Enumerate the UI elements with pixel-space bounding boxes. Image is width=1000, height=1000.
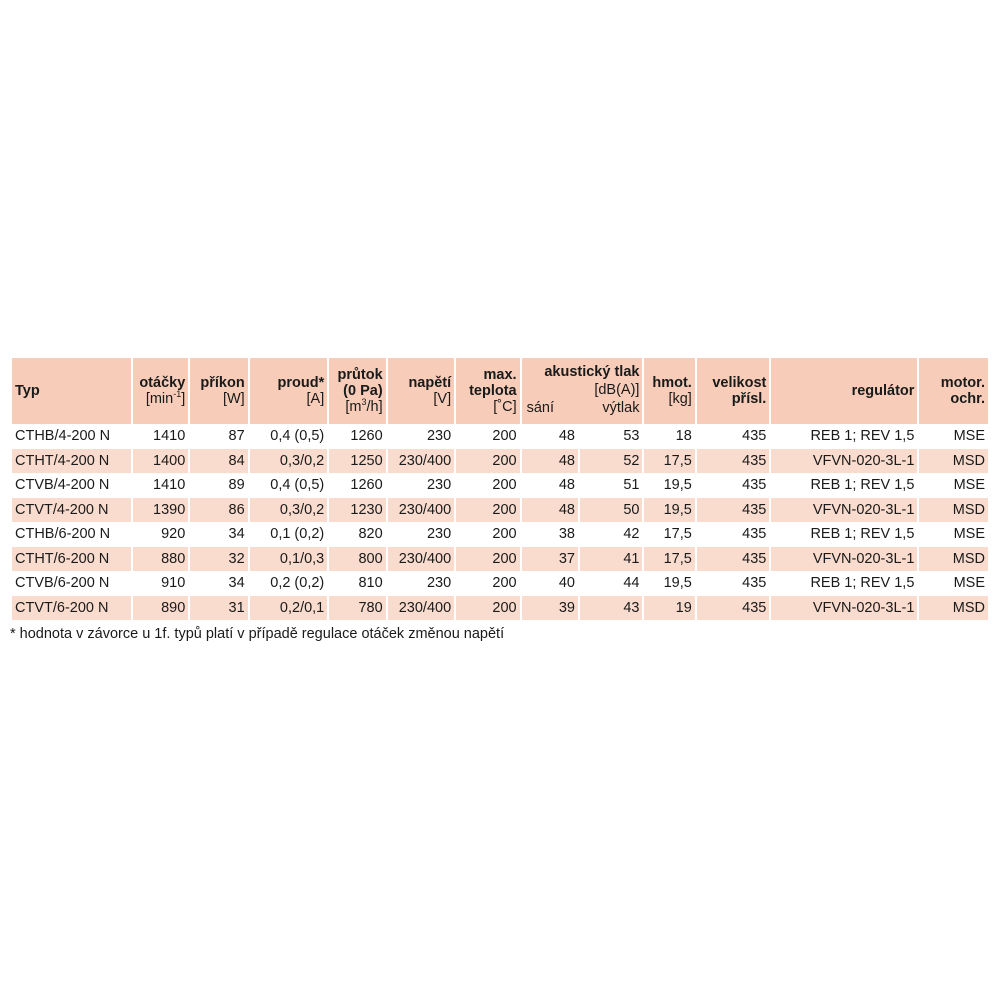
- cell-otacky: 1410: [133, 473, 188, 498]
- cell-prutok: 820: [329, 522, 385, 547]
- col-header-prikon-unit: [W]: [222, 391, 245, 407]
- cell-sani: 48: [522, 498, 578, 523]
- cell-regulator: REB 1; REV 1,5: [771, 522, 917, 547]
- cell-regulator: REB 1; REV 1,5: [771, 571, 917, 596]
- col-header-prutok: [329, 358, 385, 424]
- cell-regulator: REB 1; REV 1,5: [771, 473, 917, 498]
- col-header-prutok-label: průtok: [337, 367, 383, 383]
- cell-velikost: 435: [697, 571, 770, 596]
- cell-velikost: 435: [697, 498, 770, 523]
- cell-proud: 0,2/0,1: [250, 596, 328, 621]
- table-row: [12, 473, 988, 498]
- cell-prikon: 34: [190, 522, 247, 547]
- col-header-otacky: [133, 358, 188, 424]
- cell-prutok: 810: [329, 571, 385, 596]
- cell-vytlak: 50: [580, 498, 642, 523]
- table-row: [12, 522, 988, 547]
- cell-napeti: 230: [388, 571, 454, 596]
- cell-velikost: 435: [697, 449, 770, 474]
- cell-regulator: VFVN-020-3L-1: [771, 547, 917, 572]
- cell-otacky: 920: [133, 522, 188, 547]
- cell-hmot: 19,5: [644, 473, 694, 498]
- table-row: [12, 571, 988, 596]
- col-header-teplota-max: max.: [483, 367, 517, 383]
- cell-prikon: 34: [190, 571, 247, 596]
- cell-sani: 37: [522, 547, 578, 572]
- col-header-velikost: [697, 358, 770, 424]
- cell-sani: 39: [522, 596, 578, 621]
- cell-prikon: 87: [190, 424, 247, 449]
- table-row: [12, 547, 988, 572]
- cell-typ: CTHB/4-200 N: [12, 424, 131, 449]
- cell-otacky: 890: [133, 596, 188, 621]
- cell-napeti: 230/400: [388, 498, 454, 523]
- cell-teplota: 200: [456, 571, 519, 596]
- cell-prutok: 780: [329, 596, 385, 621]
- cell-otacky: 880: [133, 547, 188, 572]
- cell-motor: MSD: [919, 596, 988, 621]
- cell-prutok: 800: [329, 547, 385, 572]
- col-header-vytlak: výtlak: [602, 400, 640, 416]
- cell-motor: MSE: [919, 424, 988, 449]
- cell-otacky: 1410: [133, 424, 188, 449]
- cell-hmot: 18: [644, 424, 694, 449]
- cell-vytlak: 42: [580, 522, 642, 547]
- cell-proud: 0,3/0,2: [250, 498, 328, 523]
- cell-prutok: 1230: [329, 498, 385, 523]
- col-header-prikon-label: příkon: [200, 375, 245, 391]
- col-header-regulator-label: regulátor: [851, 383, 915, 399]
- cell-regulator: VFVN-020-3L-1: [771, 449, 917, 474]
- cell-teplota: 200: [456, 596, 519, 621]
- cell-prutok: 1250: [329, 449, 385, 474]
- table-row: [12, 424, 988, 449]
- cell-vytlak: 44: [580, 571, 642, 596]
- cell-prikon: 89: [190, 473, 247, 498]
- col-header-napeti-unit: [V]: [433, 391, 452, 407]
- cell-hmot: 19,5: [644, 498, 694, 523]
- cell-motor: MSD: [919, 547, 988, 572]
- cell-teplota: 200: [456, 449, 519, 474]
- spec-table-body: [12, 424, 988, 620]
- col-header-prutok-unit: $[m^3/h]$: [345, 397, 383, 415]
- cell-sani: 48: [522, 449, 578, 474]
- cell-sani: 48: [522, 473, 578, 498]
- col-header-proud-unit: [A]: [306, 391, 325, 407]
- cell-velikost: 435: [697, 596, 770, 621]
- cell-hmot: 17,5: [644, 449, 694, 474]
- cell-velikost: 435: [697, 547, 770, 572]
- col-header-proud: [250, 358, 328, 424]
- cell-regulator: VFVN-020-3L-1: [771, 498, 917, 523]
- cell-prutok: 1260: [329, 473, 385, 498]
- col-header-akusticky-label: akustický tlak: [544, 364, 640, 380]
- cell-proud: 0,1/0,3: [250, 547, 328, 572]
- col-header-otacky-unit: $[\min^{-1}]$: [145, 389, 186, 407]
- col-header-napeti: [388, 358, 454, 424]
- cell-napeti: 230: [388, 473, 454, 498]
- col-header-akusticky-tlak: [522, 358, 643, 424]
- col-header-hmot: [644, 358, 694, 424]
- cell-typ: CTHT/4-200 N: [12, 449, 131, 474]
- cell-napeti: 230/400: [388, 449, 454, 474]
- cell-regulator: VFVN-020-3L-1: [771, 596, 917, 621]
- cell-napeti: 230: [388, 522, 454, 547]
- cell-napeti: 230: [388, 424, 454, 449]
- col-header-teplota-label: teplota: [469, 383, 517, 399]
- col-header-typ-label: Typ: [15, 383, 40, 399]
- cell-sani: 40: [522, 571, 578, 596]
- cell-teplota: 200: [456, 473, 519, 498]
- cell-teplota: 200: [456, 522, 519, 547]
- cell-typ: CTVT/6-200 N: [12, 596, 131, 621]
- col-header-hmot-unit: [kg]: [668, 391, 692, 407]
- cell-typ: CTVB/4-200 N: [12, 473, 131, 498]
- cell-motor: MSE: [919, 473, 988, 498]
- cell-vytlak: 43: [580, 596, 642, 621]
- table-row: [12, 498, 988, 523]
- col-header-proud-label: proud*: [277, 375, 325, 391]
- cell-prikon: 32: [190, 547, 247, 572]
- cell-motor: MSD: [919, 498, 988, 523]
- cell-typ: CTHT/6-200 N: [12, 547, 131, 572]
- cell-prikon: 86: [190, 498, 247, 523]
- cell-teplota: 200: [456, 547, 519, 572]
- col-header-motor-label: motor.: [940, 375, 985, 391]
- cell-hmot: 19: [644, 596, 694, 621]
- spec-table-container: [10, 358, 990, 620]
- cell-otacky: 1400: [133, 449, 188, 474]
- cell-sani: 38: [522, 522, 578, 547]
- col-header-hmot-label: hmot.: [652, 375, 692, 391]
- col-header-akusticky-unit: [dB(A)]: [594, 382, 640, 398]
- col-header-prisl-label: přísl.: [731, 391, 767, 407]
- cell-proud: 0,4 (0,5): [250, 473, 328, 498]
- col-header-teplota: [456, 358, 519, 424]
- cell-sani: 48: [522, 424, 578, 449]
- cell-hmot: 19,5: [644, 571, 694, 596]
- cell-prikon: 31: [190, 596, 247, 621]
- col-header-teplota-unit: [˚C]: [493, 399, 517, 415]
- col-header-otacky-label: otáčky: [139, 375, 186, 391]
- cell-motor: MSE: [919, 571, 988, 596]
- cell-hmot: 17,5: [644, 522, 694, 547]
- cell-velikost: 435: [697, 522, 770, 547]
- cell-typ: CTHB/6-200 N: [12, 522, 131, 547]
- cell-typ: CTVB/6-200 N: [12, 571, 131, 596]
- cell-motor: MSE: [919, 522, 988, 547]
- footnote: * hodnota v závorce u 1f. typů platí v případě regulace otáček změnou napětí: [10, 626, 505, 642]
- cell-hmot: 17,5: [644, 547, 694, 572]
- cell-vytlak: 52: [580, 449, 642, 474]
- header-row: [12, 358, 988, 424]
- cell-proud: 0,2 (0,2): [250, 571, 328, 596]
- cell-teplota: 200: [456, 424, 519, 449]
- cell-vytlak: 41: [580, 547, 642, 572]
- col-header-velikost-label: velikost: [712, 375, 767, 391]
- cell-otacky: 1390: [133, 498, 188, 523]
- col-header-prikon: [190, 358, 247, 424]
- col-header-sani: sání: [526, 400, 555, 416]
- col-header-napeti-label: napětí: [408, 375, 452, 391]
- cell-velikost: 435: [697, 424, 770, 449]
- cell-prutok: 1260: [329, 424, 385, 449]
- col-header-ochr-label: ochr.: [950, 391, 985, 407]
- cell-napeti: 230/400: [388, 596, 454, 621]
- cell-otacky: 910: [133, 571, 188, 596]
- akusticky-tlak-group: [525, 360, 640, 422]
- spec-table: [10, 358, 990, 620]
- table-row: [12, 596, 988, 621]
- cell-typ: CTVT/4-200 N: [12, 498, 131, 523]
- col-header-motor: [919, 358, 988, 424]
- col-header-regulator: [771, 358, 917, 424]
- col-header-typ: [12, 358, 131, 424]
- cell-proud: 0,1 (0,2): [250, 522, 328, 547]
- cell-teplota: 200: [456, 498, 519, 523]
- cell-vytlak: 53: [580, 424, 642, 449]
- cell-napeti: 230/400: [388, 547, 454, 572]
- table-row: [12, 449, 988, 474]
- cell-proud: 0,4 (0,5): [250, 424, 328, 449]
- col-header-prutok-sub: (0 Pa): [343, 383, 383, 399]
- cell-prikon: 84: [190, 449, 247, 474]
- cell-motor: MSD: [919, 449, 988, 474]
- cell-proud: 0,3/0,2: [250, 449, 328, 474]
- cell-velikost: 435: [697, 473, 770, 498]
- cell-vytlak: 51: [580, 473, 642, 498]
- cell-regulator: REB 1; REV 1,5: [771, 424, 917, 449]
